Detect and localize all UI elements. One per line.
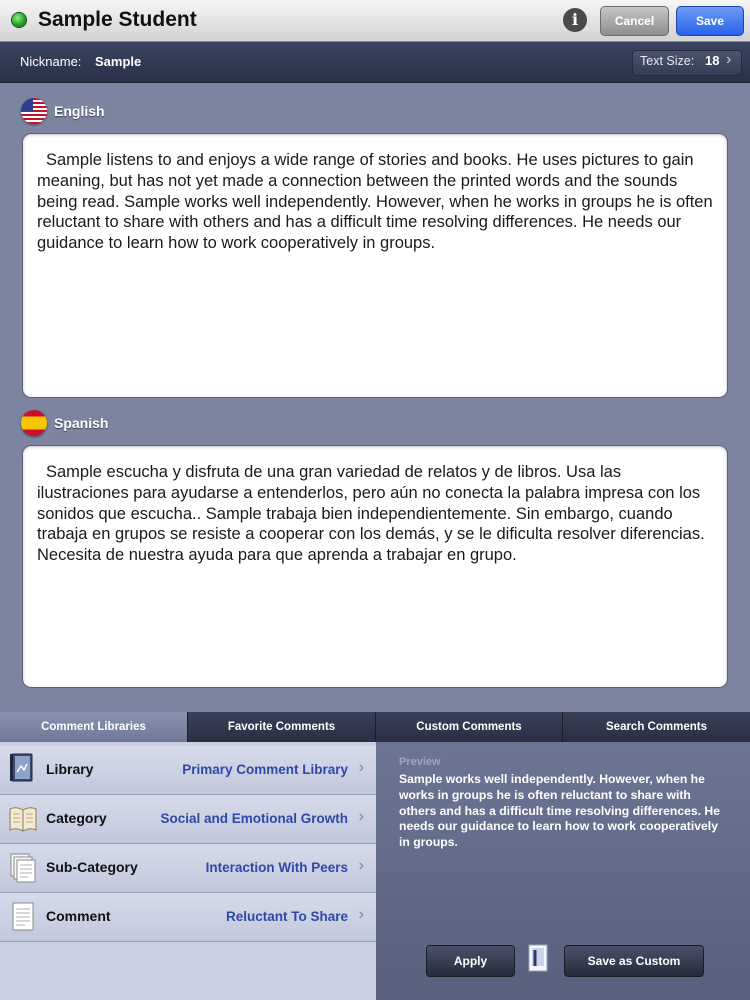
library-book-icon — [8, 752, 38, 784]
spanish-label: Spanish — [54, 415, 109, 431]
tab-custom-comments[interactable]: Custom Comments — [376, 712, 563, 742]
chevron-right-icon: › — [358, 906, 364, 923]
tab-search-comments[interactable]: Search Comments — [563, 712, 750, 742]
text-size-label: Text Size: — [640, 54, 695, 68]
chevron-right-icon: › — [358, 759, 364, 776]
chevron-right-icon: › — [726, 51, 732, 68]
category-value: Social and Emotional Growth — [160, 811, 348, 826]
category-row[interactable] — [0, 795, 376, 844]
preview-text: Sample works well independently. However, when he works in groups he is often reluctant to share with others and has a difficult time resolving differences. He needs our guidance to learn how to work cooperatively in groups. — [399, 772, 721, 850]
us-flag-icon — [21, 98, 47, 124]
stacked-pages-icon — [8, 852, 38, 884]
save-as-custom-button[interactable]: Save as Custom — [564, 945, 704, 977]
save-button[interactable]: Save — [676, 6, 744, 36]
english-comment-textarea[interactable]: Sample listens to and enjoys a wide range of stories and books. He uses pictures to gain meaning, but has not yet made a connection between the printed words and the sounds being read. Sample works well independently. However, when he works in groups he is often reluctant to share with others and has a difficult time resolving differences. He needs our guidance to learn how to work cooperatively in groups. — [22, 133, 728, 398]
library-label: Library — [46, 761, 94, 777]
comment-label: Comment — [46, 908, 111, 924]
sub-category-row[interactable] — [0, 844, 376, 893]
comment-value: Reluctant To Share — [225, 909, 348, 924]
nickname-value[interactable]: Sample — [95, 54, 142, 69]
library-row[interactable] — [0, 746, 376, 795]
comment-row[interactable] — [0, 893, 376, 942]
category-label: Category — [46, 810, 107, 826]
english-label: English — [54, 103, 105, 119]
sub-category-label: Sub-Category — [46, 859, 138, 875]
cancel-button[interactable]: Cancel — [600, 6, 669, 36]
preview-label: Preview — [399, 756, 441, 768]
nickname-label: Nickname: — [20, 54, 82, 69]
spain-flag-icon — [21, 410, 47, 436]
single-page-icon — [8, 901, 38, 933]
document-icon[interactable] — [526, 944, 550, 974]
tab-comment-libraries[interactable]: Comment Libraries — [0, 712, 188, 742]
tab-favorite-comments[interactable]: Favorite Comments — [188, 712, 376, 742]
sub-category-value: Interaction With Peers — [205, 860, 348, 875]
info-button[interactable]: i — [563, 8, 587, 32]
apply-button[interactable]: Apply — [426, 945, 515, 977]
spanish-comment-textarea[interactable]: Sample escucha y disfruta de una gran variedad de relatos y de libros. Usa las ilustraciones para ayudarse a entenderlos, pero aún no conecta la palabra impresa con los sonidos que escucha.. Sample trabaja bien independientemente. Sin embargo, cuando trabaja en grupos se resiste a cooperar con los demás, y se le dificulta resolver diferencias. Necesita de nuestra ayuda para que aprenda a trabajar en grupo. — [22, 445, 728, 688]
chevron-right-icon: › — [358, 857, 364, 874]
chevron-right-icon: › — [358, 808, 364, 825]
open-book-icon — [8, 803, 38, 835]
library-value: Primary Comment Library — [182, 762, 348, 777]
status-indicator-icon — [12, 13, 26, 27]
page-title: Sample Student — [38, 8, 197, 31]
text-size-value: 18 — [705, 53, 720, 68]
